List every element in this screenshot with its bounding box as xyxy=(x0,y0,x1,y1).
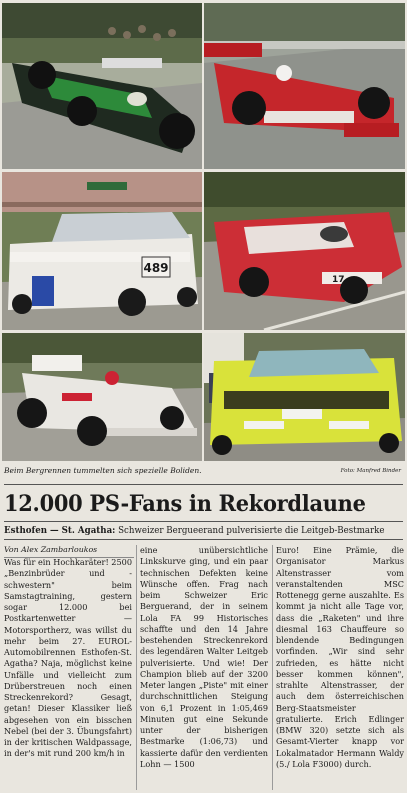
photo-caption xyxy=(4,465,403,477)
article-text: Was für ein Hochkaräter! 2500 „Benzinbrüder und -schwestern" beim Samstagtraining, gestern sogar 12.000 bei Postkartenwetter — Motorsportherz, was willst du mehr beim 27. EUROL-Automobilrennen Esthofen-St. Agatha? Naja, möglichst keine Unfälle und vielleicht zum Drüberstreuen noch einen Streckenrekord? Gesagt, getan! Dieser Klassiker ließ abgesehen von ein bisschen Nebel (bei der 3. Übungsfahrt) in der kritischen Waldpassage, in der's mit rund 200 km/h in xyxy=(4,557,132,759)
race-car-icon xyxy=(2,3,202,169)
photo-red-formula-car xyxy=(204,3,405,169)
photo-white-formula-car xyxy=(2,333,202,461)
touring-car-icon xyxy=(204,333,405,461)
subheadline xyxy=(4,524,395,538)
start-number-17: 17 xyxy=(332,275,345,285)
subhead-place: Esthofen — St. Agatha: xyxy=(4,525,116,536)
start-number-489: 489 xyxy=(143,261,169,275)
sports-prototype-icon xyxy=(204,172,405,330)
headline: 12.000 PS-Fans in Rekordlaune xyxy=(4,491,366,517)
column-divider xyxy=(136,545,137,790)
article-text: eine unübersichtliche Linkskurve ging, und ein paar technischen Defekten keine Wünsche offen. Frag nach beim Schweizer Eric Berguerand, der in seinem Lola FA 99 Historisches schaffte und den 14 Jahre bestehenden Streckenrekord des legendären Walter Leitgeb pulverisierte. Und wie! Der Champion blieb auf der 3200 Meter langen „Piste" mit einer durchschnittlichen Steigung von 6,1 Prozent in 1:05,469 Minuten gut eine Sekunde unter der bisherigen Bestmarke (1:06,73) und kassierte dafür den verdienten Lohn — 1500 xyxy=(140,545,268,769)
photo-green-formula-car xyxy=(2,3,202,169)
divider xyxy=(4,539,403,540)
caption-text: Beim Bergrennen tummelten sich spezielle Boliden. xyxy=(4,466,202,475)
rally-car-icon xyxy=(2,172,202,330)
byline: Von Alex Zambarloukos xyxy=(4,543,134,558)
photo-yellow-touring-car xyxy=(204,333,405,461)
divider xyxy=(4,484,403,485)
article-text: Euro! Eine Prämie, die Organisator Markus Altenstrasser vom veranstaltenden MSC Rottenegg gerne auszahlte. Es kommt ja nicht alle Tage vor, dass die „Raketen" und ihre diesmal 163 Chauffeure so blendende Bedingungen vorfinden. „Wir sind sehr zufrieden, es hätte nicht besser kommen können", strahlte Altenstrasser, der auch dem österreichischen Berg-Staatsmeister gratulierte. Erich Edlinger (BMW 320) setzte sich als Gesamt-Vierter knapp vor Lokalmatador Hermann Waldy (5./ Lola F3000) durch. xyxy=(276,545,404,769)
article-column-2 xyxy=(140,545,268,770)
photo-ford-escort-489 xyxy=(2,172,202,330)
divider xyxy=(4,521,403,522)
race-car-icon xyxy=(204,3,405,169)
race-car-icon xyxy=(2,333,202,461)
photo-red-prototype xyxy=(204,172,405,330)
photo-credit: Foto: Manfred Binder xyxy=(340,468,401,474)
article-column-3 xyxy=(276,545,404,770)
column-divider xyxy=(272,545,273,790)
subhead-text: Schweizer Bergueerand pulverisierte die Leitgeb-Bestmarke xyxy=(118,525,385,536)
article-column-1 xyxy=(4,557,132,760)
